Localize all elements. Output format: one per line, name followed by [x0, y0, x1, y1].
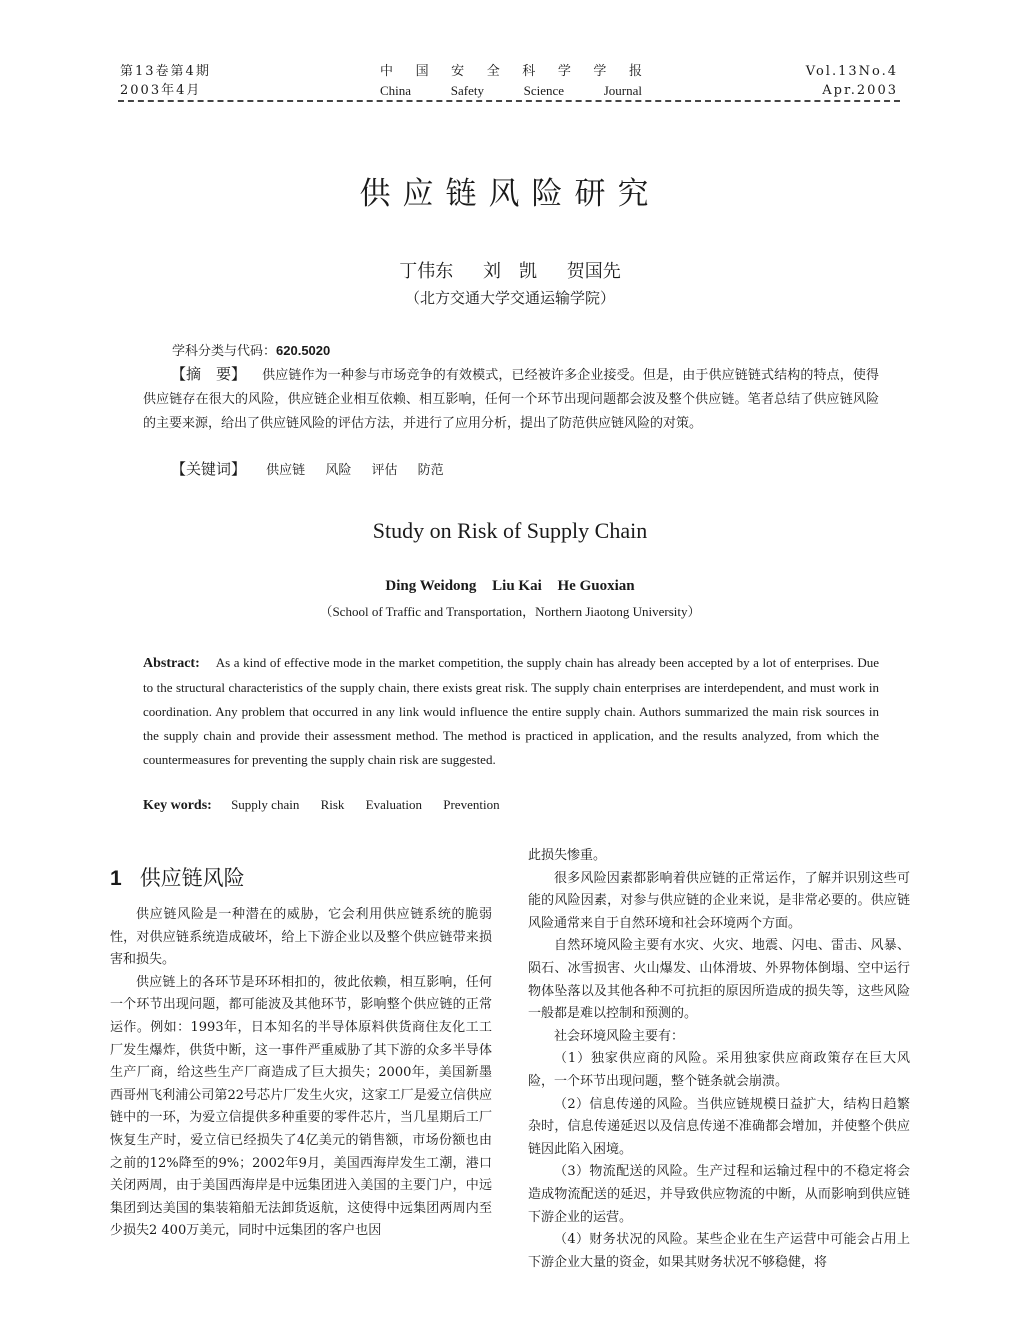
author-en: He Guoxian [557, 578, 635, 594]
keywords-en [143, 797, 518, 814]
journal-cn-char: 中 [380, 64, 394, 79]
abstract-en [143, 651, 879, 772]
journal-cn-char: 国 [415, 64, 429, 79]
paragraph: （1）独家供应商的风险。采用独家供应商政策存在巨大风险，一个环节出现问题，整个链条就会崩溃。 [528, 1051, 910, 1089]
paragraph: 此损失惨重。 [528, 848, 607, 863]
journal-cn-char: 学 [557, 64, 571, 79]
journal-cn-char: 科 [522, 64, 536, 79]
keyword: 供应链 [266, 463, 306, 478]
keywords-en-label: Key words: [143, 798, 212, 813]
journal-en-word: Journal [603, 83, 642, 98]
author-en: Ding Weidong [385, 578, 477, 594]
paragraph: （3）物流配送的风险。生产过程和运输过程中的不稳定将会造成物流配送的延迟，并导致供应物流的中断，从而影响到供应链下游企业的运营。 [528, 1164, 910, 1225]
abstract-cn [143, 362, 879, 436]
header-right [806, 62, 898, 100]
abstract-cn-text: 供应链作为一种参与市场竞争的有效模式，已经被许多企业接受。但是，由于供应链链式结构的特点，使得供应链存在很大的风险，供应链企业相互依赖、相互影响，任何一个环节出现问题都会波及整个供应链。笔者总结了供应链风险的主要来源，给出了供应链风险的评估方法，并进行了应用分析，提出了防范供应链风险的对策。 [143, 368, 879, 431]
keyword-en: Evaluation [365, 797, 422, 812]
paragraph: 很多风险因素都影响着供应链的正常运作，了解并识别这些可能的风险因素，对参与供应链的企业来说，是非常必要的。供应链风险通常来自于自然环境和社会环境两个方面。 [528, 870, 910, 931]
volume-cn: 第13卷第4期 [120, 64, 211, 79]
author-list [0, 257, 1020, 283]
paper-title-en: Study on Risk of Supply Chain [372, 518, 648, 543]
keywords-cn [171, 458, 460, 479]
author: 刘 凯 [483, 261, 537, 282]
keyword: 评估 [371, 463, 398, 478]
section-title: 供应链风险 [139, 866, 245, 890]
keyword-en: Supply chain [231, 797, 300, 812]
date-cn: 2003年4月 [120, 83, 202, 98]
journal-name-en [380, 81, 642, 100]
keyword-en: Prevention [443, 797, 500, 812]
journal-en-word: China [380, 83, 412, 98]
journal-cn-char: 全 [486, 64, 500, 79]
journal-name-cn [380, 62, 642, 81]
journal-cn-char: 报 [628, 64, 642, 79]
header-center [380, 62, 642, 100]
author-en: Liu Kai [492, 578, 542, 594]
author-list-en [0, 578, 1020, 595]
journal-en-word: Science [523, 83, 565, 98]
body-column-right [528, 845, 910, 1274]
paragraph: （4）财务状况的风险。某些企业在生产运营中可能会占用上下游企业大量的资金，如果其财务状况不够稳健，将 [528, 1232, 910, 1270]
abstract-cn-label: 【摘 要】 [171, 365, 247, 383]
affiliation: （北方交通大学交通运输学院） [404, 289, 615, 307]
journal-cn-char: 安 [451, 64, 465, 79]
author: 丁伟东 [399, 261, 454, 282]
header-left [120, 62, 211, 100]
keyword-en: Risk [320, 797, 345, 812]
abstract-en-text: As a kind of effective mode in the market competition, the supply chain has already been accepted by a lot of enterprises. Due to the structural characteristics of the supply chain, there exists great risk. The supply chain enterprises are interdependent, and must work in coordination. Any problem that occurred in any link would influence the entire supply chain. Authors summarized the main risk sources in the supply chain and provide their assessment method. The method is practiced in application, and the results analyzed, from which the countermeasures for preventing the supply chain risk are suggested. [143, 655, 879, 767]
section-heading [110, 862, 245, 892]
paragraph: 供应链上的各环节是环环相扣的，彼此依赖，相互影响，任何一个环节出现问题，都可能波及其他环节，影响整个供应链的正常运作。例如：1993年，日本知名的半导体原料供货商住友化工工厂发生爆炸，供货中断，这一事件严重威胁了其下游的众多半导体生产厂商，给这些生产厂商造成了巨大损失；2000年，美国新墨西哥州飞利浦公司第22号芯片厂发生火灾，这家工厂是爱立信供应链中的一环，为爱立信提供多种重要的零件芯片，当几星期后工厂恢复生产时，爱立信已经损失了4亿美元的销售额，市场份额也由之前的12%降至的9%；2002年9月，美国西海岸发生工潮，港口关闭两周，由于美国西海岸是中远集团进入美国的主要门户，中远集团到达美国的集装箱船无法卸货返航，这使得中远集团两周内至少损失2 400万美元，同时中远集团的客户也因 [110, 974, 492, 1239]
paragraph: 自然环境风险主要有水灾、火灾、地震、闪电、雷击、风暴、陨石、冰雪损害、火山爆发、山体滑坡、外界物体倒塌、空中运行物体坠落以及其他各种不可抗拒的原因所造成的损失等，这些风险一般都是难以控制和预测的。 [528, 938, 910, 1022]
journal-cn-char: 学 [593, 64, 607, 79]
abstract-en-label: Abstract: [143, 656, 200, 671]
volume-en: Vol.13No.4 [805, 64, 898, 79]
keywords-cn-label: 【关键词】 [171, 460, 247, 478]
paragraph: 社会环境风险主要有： [554, 1028, 685, 1044]
body-column-left [110, 904, 492, 1243]
date-en: Apr.2003 [822, 83, 898, 98]
keyword: 防范 [417, 463, 444, 478]
keyword: 风险 [325, 463, 352, 478]
paragraph: 供应链风险是一种潜在的威胁，它会利用供应链系统的脆弱性，对供应链系统造成破坏，给上下游企业以及整个供应链带来损害和损失。 [110, 907, 492, 968]
paper-title: 供应链风险研究 [359, 176, 661, 212]
section-number: 1 [110, 867, 122, 890]
classification-label: 学科分类与代码： [172, 344, 277, 359]
journal-en-word: Safety [450, 83, 484, 98]
classification-code: 620.5020 [276, 343, 331, 358]
header-rule [118, 100, 900, 102]
author: 贺国先 [566, 261, 621, 282]
paragraph: （2）信息传递的风险。当供应链规模日益扩大，结构日趋繁杂时，信息传递延迟以及信息传递不准确都会增加，并使整个供应链因此陷入困境。 [528, 1096, 910, 1157]
classification [172, 340, 330, 359]
affiliation-en: （School of Traffic and Transportation，Northern Jiaotong University） [319, 604, 701, 619]
